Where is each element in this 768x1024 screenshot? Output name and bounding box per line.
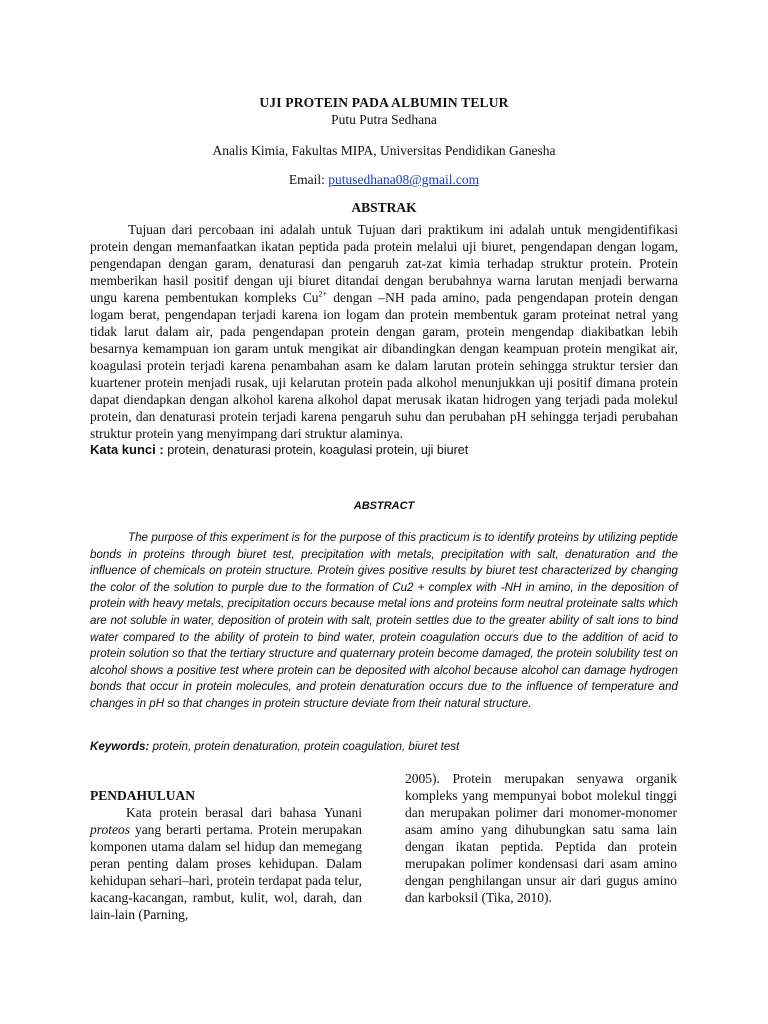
abstrak-superscript: 2+ [318,289,328,299]
kata-kunci [90,441,678,459]
kata-kunci-label: Kata kunci : [90,442,168,457]
author-name: Putu Putra Sedhana [331,112,437,127]
abstrak-text-part2: dengan –NH pada amino, pada pengendapan protein dengan logam berat, pengendapan terjadi karena ion logam dan protein membentuk garam proteinat netral yang tidak larut dalam air, pada pengendapan protein dengan garam, protein mengendap diakibatkan lebih besarnya kemampuan ion garam untuk mengikat air dibandingkan dengan keampuan protein mengikat air, koagulasi protein terjadi karena penambahan asam ke dalam larutan protein sehingga struktur tersier dan kuartener protein menjadi rusak, uji kelarutan protein pada alkohol menunjukkan uji positif dimana protein dapat diendapkan dengan alkohol karena alkohol dapat merusak ikatan hidrogen yang terjadi pada molekul protein, dan denaturasi protein terjadi karena pengaruh suhu dan perubahan pH sehingga terjadi perubahan struktur protein yang menyimpang dari struktur alaminya. [90,290,678,441]
pendahuluan-paragraph-left [90,804,362,923]
abstrak-text-part1: Tujuan dari percobaan ini adalah untuk Tujuan dari praktikum ini adalah untuk mengidentifikasi protein dengan memanfaatkan ikatan peptida pada protein melalui uji biuret, pengendapan dengan logam, pengendapan dengan garam, denaturasi dan pengaruh zat-zat kimia terhadap struktur protein. Protein memberikan hasil positif dengan uji biuret ditandai dengan berubahnya warna larutan menjadi berwarna ungu karena pembentukan kompleks Cu [90,222,678,305]
abstrak-text [90,221,678,442]
pendahuluan-left-italic: proteos [90,822,130,837]
pendahuluan-paragraph-right: 2005). Protein merupakan senyawa organik kompleks yang mempunyai bobot molekul tinggi dan merupakan polimer dari monomer-monomer asam amino yang dihubungkan satu sama lain dengan ikatan peptida. Peptida dan protein merupakan polimer kondensasi dari asam amino dengan penghilangan unsur air dari gugus amino dan karboksil (Tika, 2010). [405,771,677,905]
keywords [90,740,678,753]
email-label: Email: [288,172,329,187]
email-link[interactable]: putusedhana08@gmail.com [328,172,480,187]
pendahuluan-heading: PENDAHULUAN [90,788,196,803]
paper-title: UJI PROTEIN PADA ALBUMIN TELUR [259,95,509,110]
abstrak-heading: ABSTRAK [351,200,417,215]
abstract-heading: ABSTRACT [353,500,415,512]
pendahuluan-left-part1: Kata protein berasal dari bahasa Yunani [126,805,362,820]
email-line [0,172,768,188]
affiliation: Analis Kimia, Fakultas MIPA, Universitas Pendidikan Ganesha [212,143,556,158]
pendahuluan-left-column [90,787,362,923]
abstract-text: The purpose of this experiment is for the purpose of this practicum is to identify proteins by utilizing peptide bonds in proteins through biuret test, precipitation with metals, precipitation with salt, denaturation and the influence of chemicals on protein structure. Protein gives positive results by biuret test characterized by changing the color of the solution to purple due to the formation of Cu2 + complex with -NH in amino, in the deposition of protein with heavy metals, precipitation occurs because metal ions and proteins form neutral proteinate salts which are not soluble in water, deposition of protein with salt, protein settles due to the greater ability of salt ions to bind water compared to the ability of protein to bind water, protein coagulation occurs due to the addition of acid to protein solution so that the tertiary structure and quaternary protein become damaged, the protein solubility test on alcohol shows a positive test where protein can be deposited with alcohol because alcohol can damage hydrogen bonds that occur in protein molecules, and protein denaturation occurs due to the influence of temperature and changes in pH so that changes in protein structure deviate from their natural structure. [90,531,678,710]
keywords-label: Keywords: [90,740,153,753]
keywords-values: protein, protein denaturation, protein coagulation, biuret test [152,740,460,753]
kata-kunci-values: protein, denaturasi protein, koagulasi protein, uji biuret [167,443,469,457]
pendahuluan-left-part2: yang berarti pertama. Protein merupakan komponen utama dalam sel hidup dan memegang peran penting dalam proses kehidupan. Dalam kehidupan sehari–hari, protein terdapat pada telur, kacang-kacangan, rambut, kulit, wol, darah, dan lain-lain (Parning, [90,822,362,922]
pendahuluan-right-column [405,770,677,906]
